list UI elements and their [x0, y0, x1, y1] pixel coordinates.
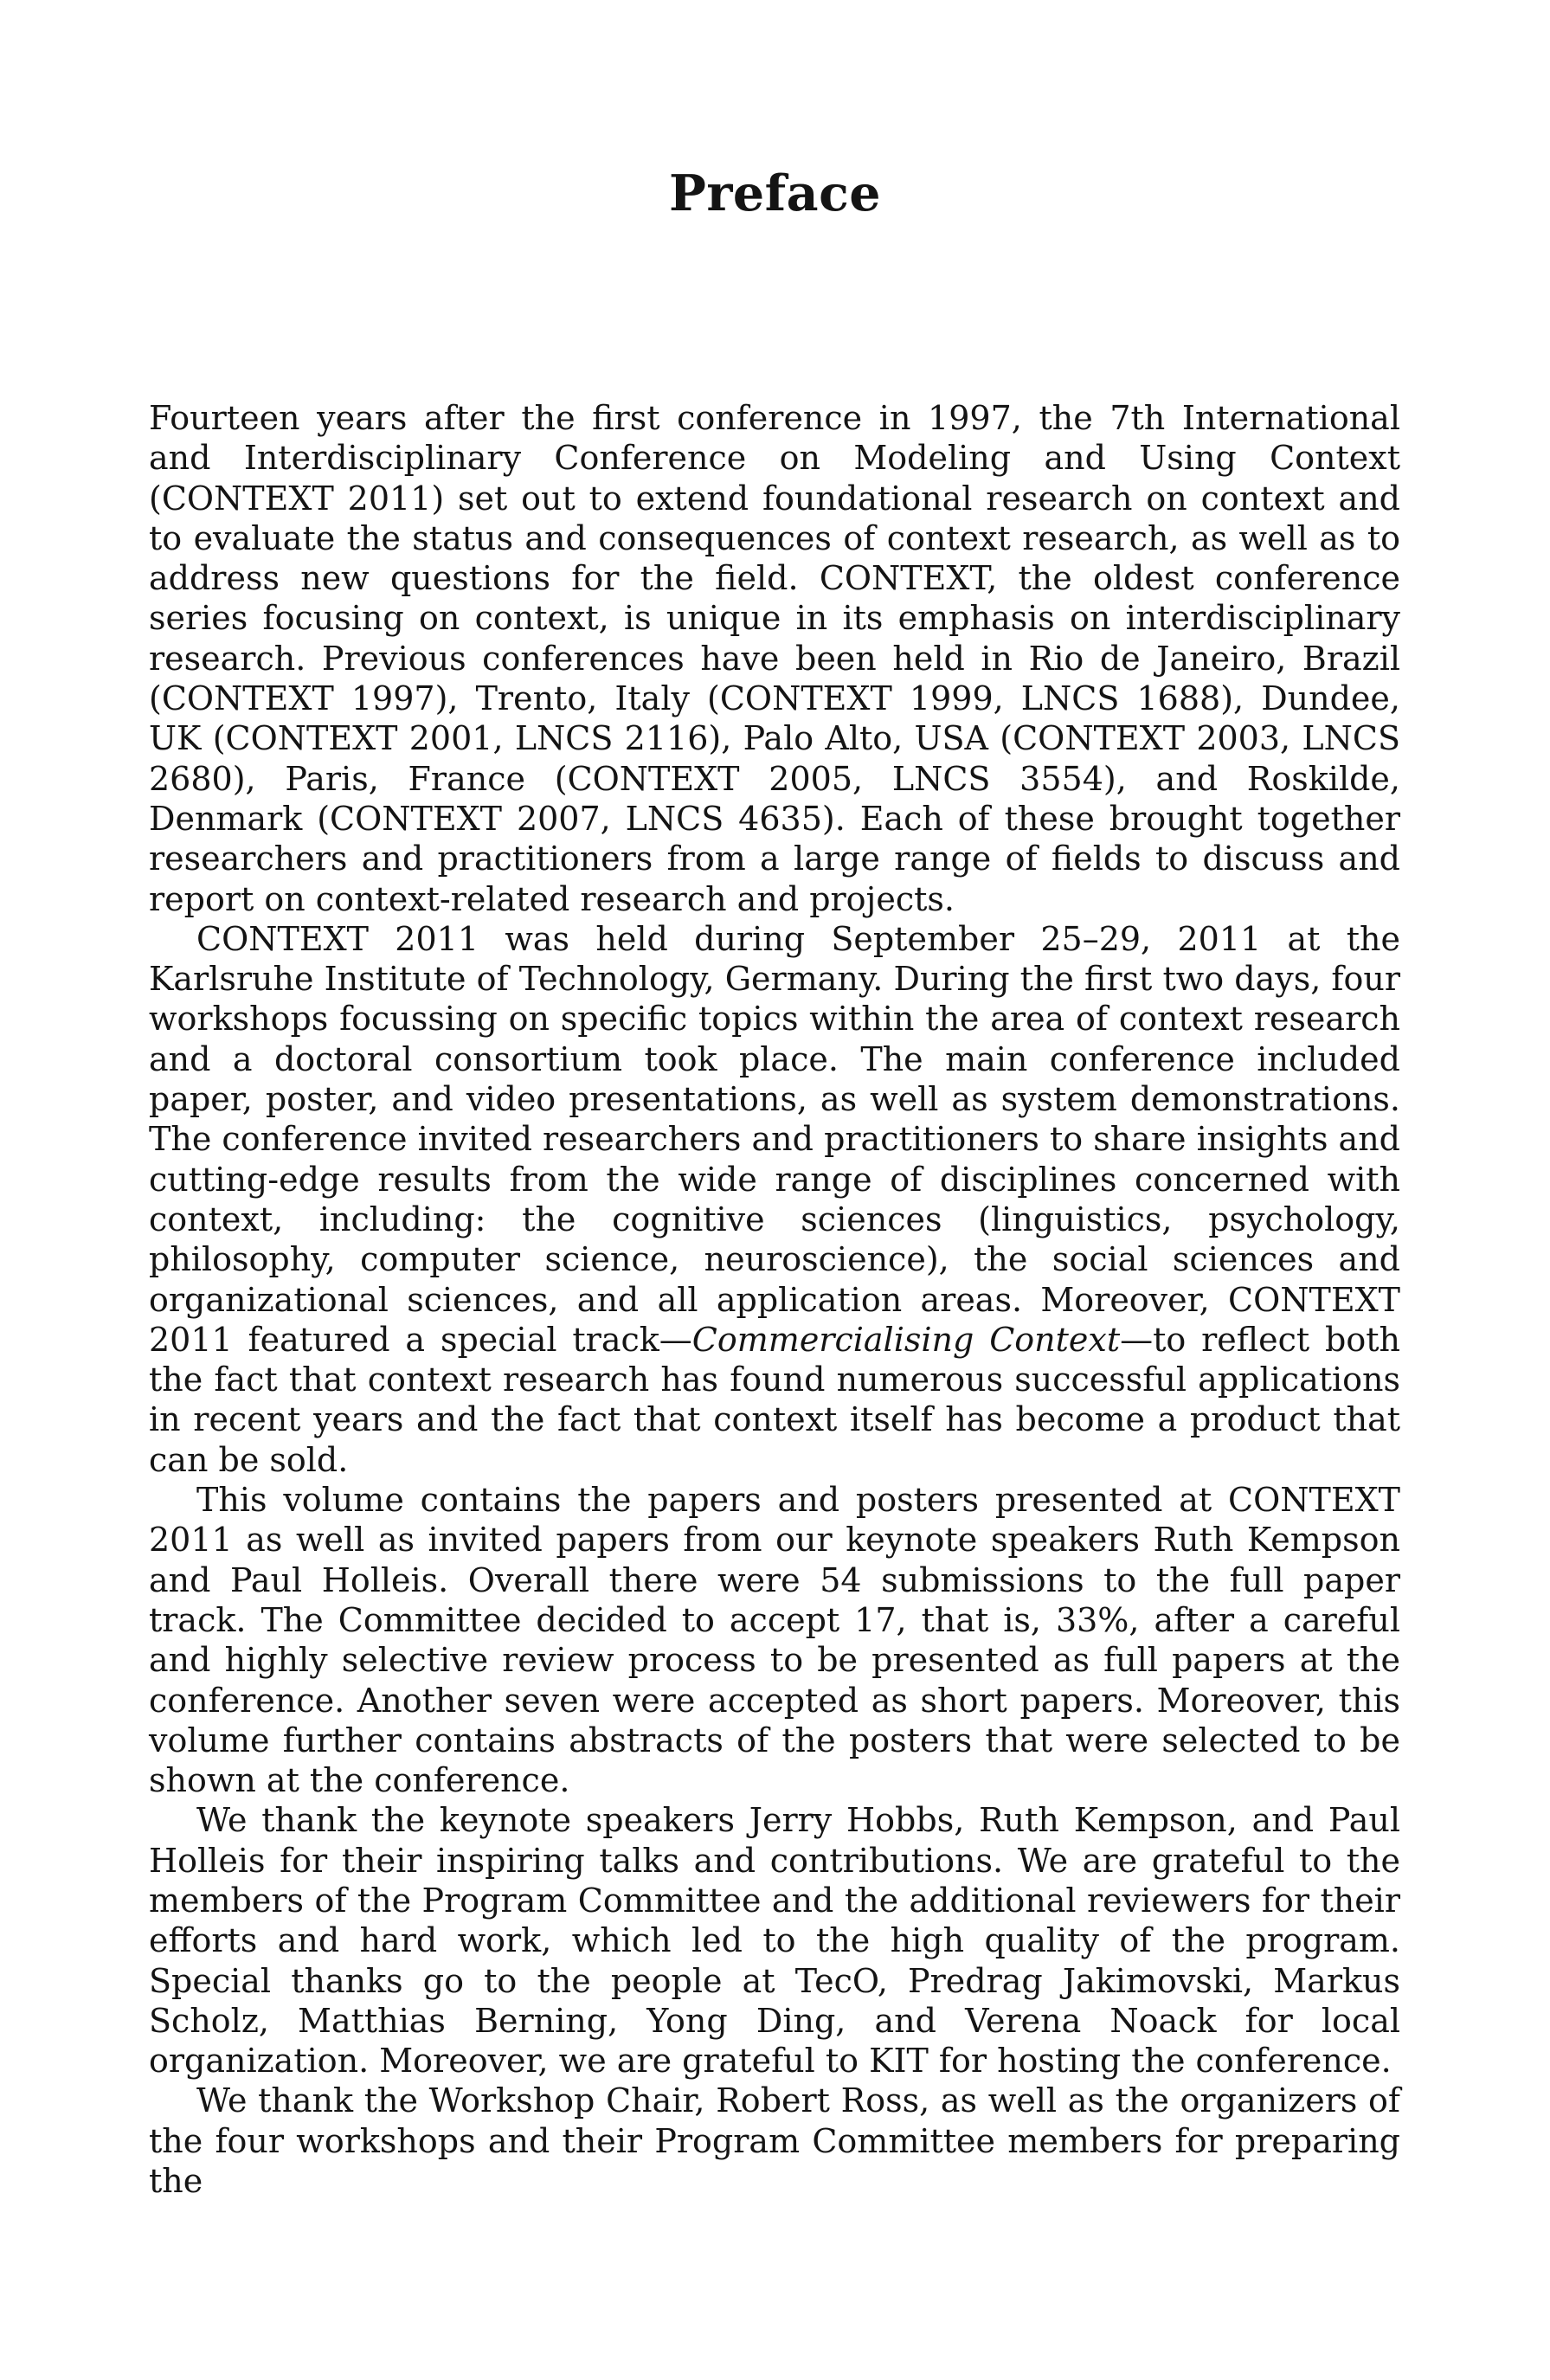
paragraph-1: Fourteen years after the first conference in 1997, the 7th International and Interdisciplinary Conference on Modeling and Using Context (CONTEXT 2011) set out to extend foundational research on context and to evaluate the status and consequences of context research, as well as to address new questions for the field. CONTEXT, the oldest conference series focusing on context, is unique in its emphasis on interdisciplinary research. Previous conferences have been held in Rio de Janeiro, Brazil (CONTEXT 1997), Trento, Italy (CONTEXT 1999, LNCS 1688), Dundee, UK (CONTEXT 2001, LNCS 2116), Palo Alto, USA (CONTEXT 2003, LNCS 2680), Paris, France (CONTEXT 2005, LNCS 3554), and Roskilde, Denmark (CONTEXT 2007, LNCS 4635). Each of these brought together researchers and practitioners from a large range of fields to discuss and report on context-related research and projects.: [149, 399, 1400, 918]
paragraph-2-text-a: CONTEXT 2011 was held during September 25–29, 2011 at the Karlsruhe Institute of Technology, Germany. During the first two days, four workshops focussing on specific topics within the area of context research and a doctoral consortium took place. The main conference included paper, poster, and video presentations, as well as system demonstrations. The conference invited researchers and practitioners to share insights and cutting-edge results from the wide range of disciplines concerned with context, including: the cognitive sciences (linguistics, psychology, philosophy, computer science, neuroscience), the social sciences and organizational sciences, and all application areas. Moreover, CONTEXT 2011 featured a special track—: [149, 919, 1400, 1359]
paragraph-2: [149, 919, 1400, 1480]
paragraph-2-text-b: —to reflect both the fact that context research has found numerous successful applications in recent years and the fact that context itself has become a product that can be sold.: [149, 1320, 1400, 1479]
preface-body: [149, 398, 1400, 2201]
paragraph-3: This volume contains the papers and posters presented at CONTEXT 2011 as well as invited papers from our keynote speakers Ruth Kempson and Paul Holleis. Overall there were 54 submissions to the full paper track. The Committee decided to accept 17, that is, 33%, after a careful and highly selective review process to be presented as full papers at the conference. Another seven were accepted as short papers. Moreover, this volume further contains abstracts of the posters that were selected to be shown at the conference.: [149, 1481, 1400, 1800]
special-track-title: Commercialising Context: [691, 1320, 1121, 1359]
paragraph-4: We thank the keynote speakers Jerry Hobbs, Ruth Kempson, and Paul Holleis for their inspiring talks and contributions. We are grateful to the members of the Program Committee and the additional reviewers for their efforts and hard work, which led to the high quality of the program. Special thanks go to the people at TecO, Predrag Jakimovski, Markus Scholz, Matthias Berning, Yong Ding, and Verena Noack for local organization. Moreover, we are grateful to KIT for hosting the conference.: [149, 1801, 1400, 2081]
page-title: Preface: [668, 164, 882, 222]
paragraph-5: We thank the Workshop Chair, Robert Ross, as well as the organizers of the four workshops and their Program Committee members for preparing the: [149, 2081, 1400, 2201]
